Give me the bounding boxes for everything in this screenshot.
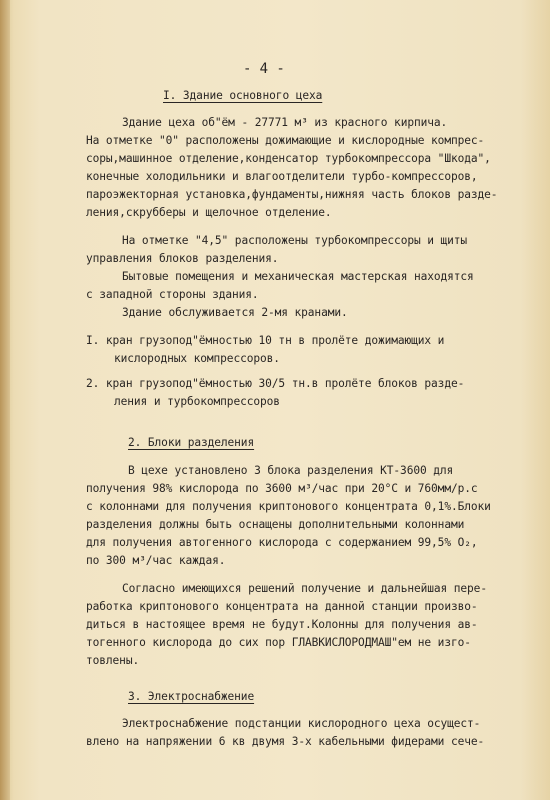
text-line: получения 98% кислорода по 3600 м³/час при 20°С и 760мм/р.с xyxy=(86,482,478,495)
binding-fold xyxy=(0,0,10,800)
list-item: 2. кран грузопод"ёмностью 30/5 тн.в пролёте блоков разде- xyxy=(86,377,465,390)
text-line: диться в настоящее время не будут.Колонны для получения ав- xyxy=(86,618,478,631)
text-line: соры,машинное отделение,конденсатор турбокомпрессора "Шкода", xyxy=(86,152,491,165)
text-line: Согласно имеющихся решений получение и дальнейшая пере- xyxy=(122,582,487,595)
text-line: с колоннами для получения криптонового концентрата 0,1%.Блоки xyxy=(86,500,491,513)
text-line: В цехе установлено 3 блока разделения КТ-3600 для xyxy=(128,464,454,477)
text-line: ления,скрубберы и щелочное отделение. xyxy=(86,206,332,219)
section-heading: 3. Электроснабжение xyxy=(128,690,255,703)
text-line: товлены. xyxy=(86,654,140,667)
text-line: пароэжекторная установка,фундаменты,нижняя часть блоков разде- xyxy=(86,188,498,201)
text-line: На отметке "0" расположены дожимающие и кислородные компрес- xyxy=(86,134,485,147)
text-line: Здание цеха об"ём - 27771 м³ из красного кирпича. xyxy=(122,116,448,129)
text-line: Здание обслуживается 2-мя кранами. xyxy=(122,306,348,319)
text-line: влено на напряжении 6 кв двумя 3-х кабельными фидерами сече- xyxy=(86,735,485,748)
text-line: с западной стороны здания. xyxy=(86,288,259,301)
list-item: I. кран грузопод"ёмностью 10 тн в пролёте дожимающих и xyxy=(86,334,445,347)
text-line: управления блоков разделения. xyxy=(86,252,279,265)
text-line: ления и турбокомпрессоров xyxy=(114,395,280,408)
section-heading: 2. Блоки разделения xyxy=(128,436,255,449)
text-line: конечные холодильники и влагоотделители турбо-компрессоров, xyxy=(86,170,478,183)
page-number: - 4 - xyxy=(243,61,285,77)
text-line: работка криптонового концентрата на данной станции произво- xyxy=(86,600,478,613)
text-line: разделения должны быть оснащены дополнительными колоннами xyxy=(86,518,465,531)
text-line: для получения автогенного кислорода с содержанием 99,5% О₂, xyxy=(86,536,478,549)
text-line: кислородных компрессоров. xyxy=(114,352,280,365)
text-line: Электроснабжение подстанции кислородного цеха осущест- xyxy=(122,717,481,730)
text-line: по 300 м³/час каждая. xyxy=(86,554,226,567)
text-line: тогенного кислорода до сих пор ГЛАВКИСЛОРОДМАШ"ем не изго- xyxy=(86,636,471,649)
text-line: Бытовые помещения и механическая мастерская находятся xyxy=(122,270,474,283)
text-line: На отметке "4,5" расположены турбокомпрессоры и щиты xyxy=(122,234,468,247)
section-heading: I. Здание основного цеха xyxy=(163,89,323,102)
